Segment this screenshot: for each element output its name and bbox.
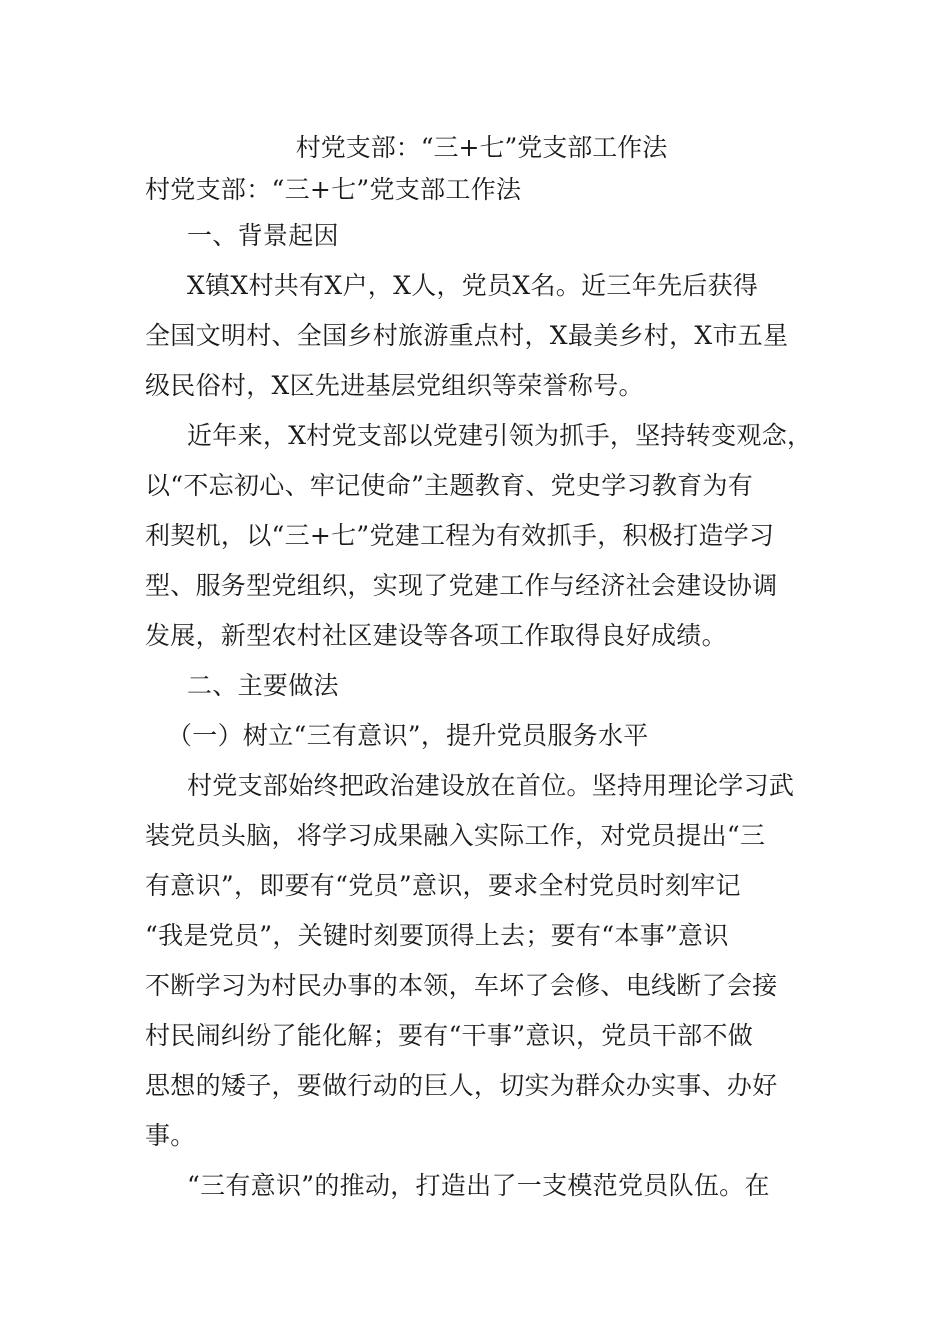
paragraph-line: X镇X村共有X户，X人，党员X名。近三年先后获得 xyxy=(187,271,759,300)
paragraph-line: 村民闹纠纷了能化解；要有“干事”意识，党员干部不做 xyxy=(145,1021,754,1050)
document-subtitle: 村党支部：“三+七”党支部工作法 xyxy=(145,175,522,204)
document-title: 村党支部：“三+七”党支部工作法 xyxy=(295,133,668,162)
paragraph-line: 型、服务型党组织，实现了党建工作与经济社会建设协调 xyxy=(145,571,778,600)
section-heading-methods: 二、主要做法 xyxy=(187,671,339,700)
paragraph-line: “我是党员”，关键时刻要顶得上去；要有“本事”意识 xyxy=(145,921,729,950)
document-page xyxy=(145,128,813,1211)
paragraph-line: 不断学习为村民办事的本领，车坏了会修、电线断了会接 xyxy=(145,971,778,1000)
paragraph-line: 发展，新型农村社区建设等各项工作取得良好成绩。 xyxy=(145,621,727,650)
paragraph-line: 有意识”，即要有“党员”意识，要求全村党员时刻牢记 xyxy=(145,871,741,900)
paragraph-line: 全国文明村、全国乡村旅游重点村，X最美乡村，X市五星 xyxy=(145,321,789,350)
paragraph-line: 村党支部始终把政治建设放在首位。坚持用理论学习武 xyxy=(187,771,795,800)
paragraph-line: 利契机，以“三+七”党建工程为有效抓手，积极打造学习 xyxy=(145,521,775,550)
paragraph-line: “三有意识”的推动，打造出了一支模范党员队伍。在 xyxy=(187,1171,770,1200)
paragraph-line: 思想的矮子，要做行动的巨人，切实为群众办实事、办好 xyxy=(145,1071,778,1100)
paragraph-line: 近年来，X村党支部以党建引领为抓手，坚持转变观念， xyxy=(187,421,813,450)
paragraph-line: 装党员头脑，将学习成果融入实际工作，对党员提出“三 xyxy=(145,821,766,850)
paragraph-line: 事。 xyxy=(145,1121,196,1150)
subsection-heading: （一）树立“三有意识”，提升党员服务水平 xyxy=(167,721,649,750)
section-heading-background: 一、背景起因 xyxy=(187,221,339,250)
paragraph-line: 级民俗村，X区先进基层党组织等荣誉称号。 xyxy=(145,371,644,400)
paragraph-line: 以“不忘初心、牢记使命”主题教育、党史学习教育为有 xyxy=(145,471,754,500)
